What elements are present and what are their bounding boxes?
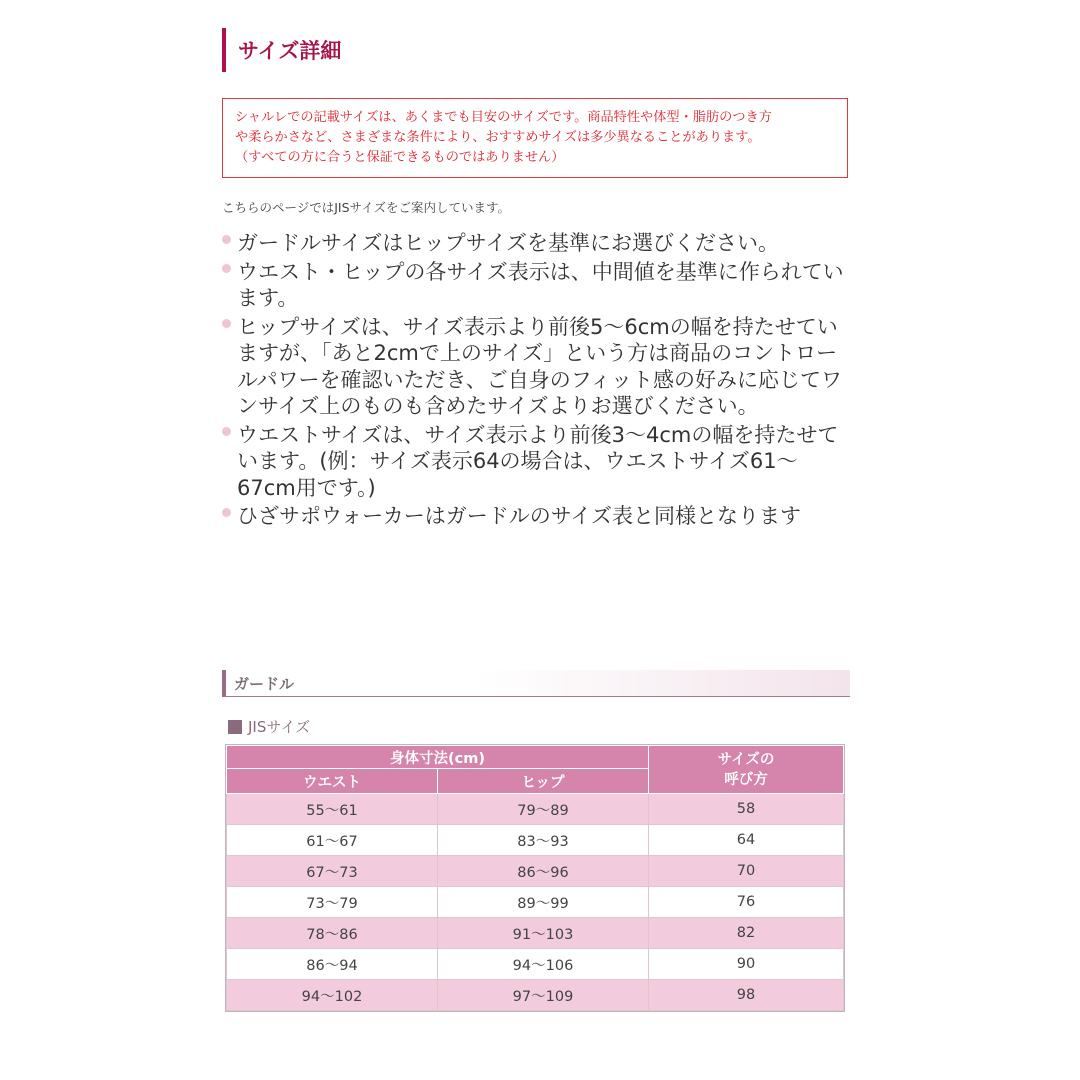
size-cell: 58: [649, 794, 844, 825]
waist-cell: 61～67: [227, 825, 438, 856]
table-row: [227, 887, 844, 918]
square-bullet-icon: [228, 720, 242, 734]
size-note: [222, 422, 852, 502]
size-note-text: ウエストサイズは、サイズ表示より前後3～4cmの幅を持たせています。(例：サイズ表示64の場合は、ウエストサイズ61～67cm用です。): [237, 422, 839, 500]
table-row: [227, 980, 844, 1011]
hip-cell: 91～103: [438, 918, 649, 949]
body-measurement-header: 身体寸法(cm): [227, 746, 649, 769]
size-note-text: ひざサポウォーカーはガードルのサイズ表と同様となります: [237, 504, 802, 528]
size-table: [226, 745, 844, 1011]
size-cell: 64: [649, 825, 844, 856]
intro-text: こちらのページではJISサイズをご案内しています。: [222, 200, 511, 215]
size-note-text: ウエスト・ヒップの各サイズ表示は、中間値を基準に作られています。: [237, 259, 844, 310]
size-notes-list: [222, 230, 852, 532]
waist-cell: 94～102: [227, 980, 438, 1011]
girdle-section-heading-text: ガードル: [234, 674, 295, 693]
bullet-dot-icon: [222, 319, 231, 328]
disclaimer-line: （すべての方に合うと保証できるものではありません）: [235, 150, 565, 165]
size-note: [222, 503, 852, 530]
waist-cell: 55～61: [227, 794, 438, 825]
size-cell: 82: [649, 918, 844, 949]
jis-size-label-text: JISサイズ: [248, 718, 311, 736]
size-name-header-line2: 呼び方: [724, 771, 768, 788]
size-note-text: ヒップサイズは、サイズ表示より前後5～6cmの幅を持たせていますが、「あと2cmで上のサイズ」という方は商品のコントロールパワーを確認いただき、ご自身のフィット感の好みに応じてワンサイズ上のものも含めたサイズよりお選びください。: [237, 314, 843, 418]
size-disclaimer-box: [222, 98, 848, 178]
size-note: [222, 230, 852, 257]
table-row: [227, 825, 844, 856]
table-row: [227, 949, 844, 980]
table-row: [227, 918, 844, 949]
waist-cell: 78～86: [227, 918, 438, 949]
hip-cell: 86～96: [438, 856, 649, 887]
page-title-text: サイズ詳細: [238, 39, 342, 63]
size-note: [222, 314, 852, 420]
size-cell: 98: [649, 980, 844, 1011]
bullet-dot-icon: [222, 508, 231, 517]
hip-cell: 83～93: [438, 825, 649, 856]
size-cell: 70: [649, 856, 844, 887]
hip-header: ヒップ: [438, 769, 649, 794]
disclaimer-line: や柔らかさなど、さまざまな条件により、おすすめサイズは多少異なることがあります。: [235, 130, 761, 145]
bullet-dot-icon: [222, 264, 231, 273]
jis-size-label: [228, 716, 310, 737]
size-name-header-line1: サイズの: [717, 751, 775, 768]
waist-header: ウエスト: [227, 769, 438, 794]
size-cell: 90: [649, 949, 844, 980]
girdle-section-heading: [222, 670, 850, 697]
table-row: [227, 856, 844, 887]
table-row: [227, 794, 844, 825]
size-note-text: ガードルサイズはヒップサイズを基準にお選びください。: [237, 231, 780, 255]
hip-cell: 97～109: [438, 980, 649, 1011]
waist-cell: 73～79: [227, 887, 438, 918]
bullet-dot-icon: [222, 427, 231, 436]
page-title: [222, 28, 842, 72]
disclaimer-line: シャルレでの記載サイズは、あくまでも目安のサイズです。商品特性や体型・脂肪のつき方: [235, 110, 772, 125]
waist-cell: 86～94: [227, 949, 438, 980]
waist-cell: 67～73: [227, 856, 438, 887]
size-cell: 76: [649, 887, 844, 918]
hip-cell: 79～89: [438, 794, 649, 825]
hip-cell: 89～99: [438, 887, 649, 918]
size-name-header: [649, 746, 844, 794]
size-note: [222, 259, 852, 312]
hip-cell: 94～106: [438, 949, 649, 980]
bullet-dot-icon: [222, 235, 231, 244]
